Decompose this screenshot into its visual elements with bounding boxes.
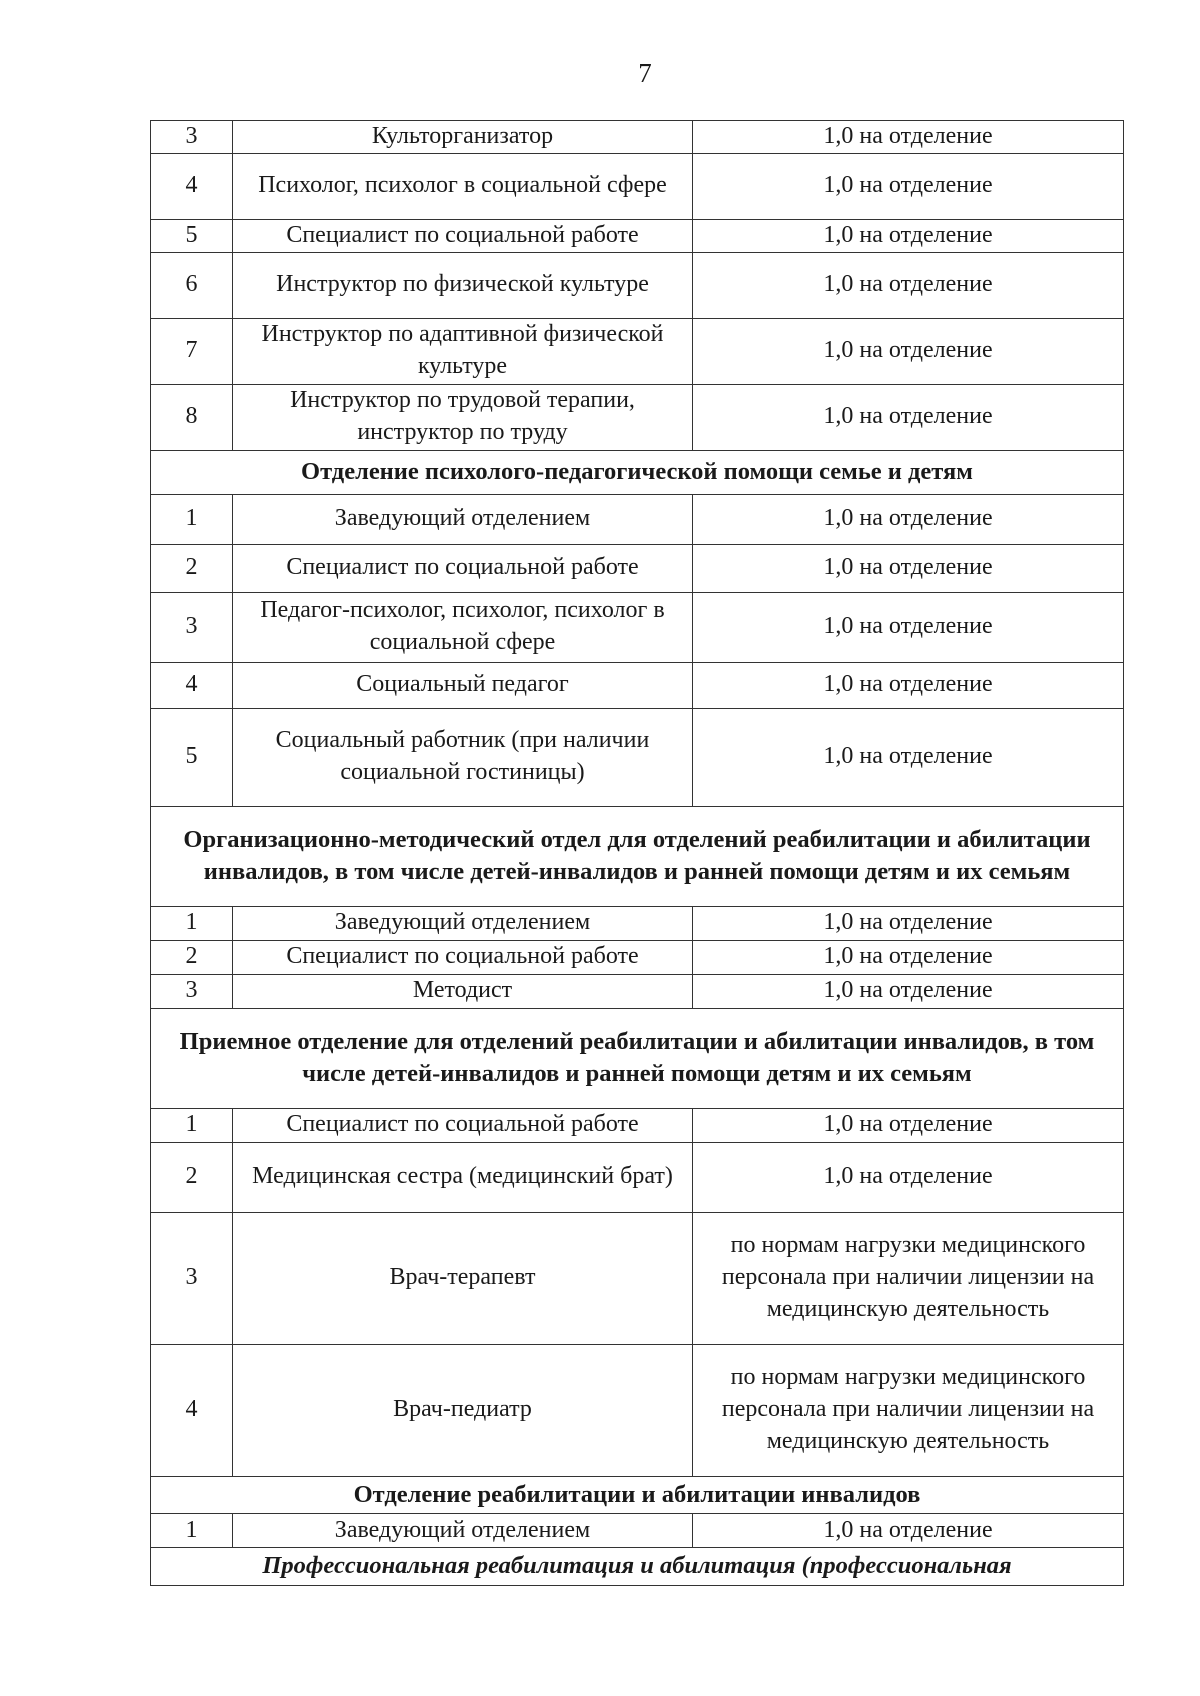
- position-cell: Заведующий отделением: [233, 906, 693, 940]
- row-number-cell: 1: [151, 1108, 233, 1142]
- table-row: [151, 153, 1124, 219]
- row-number-cell: 3: [151, 974, 233, 1008]
- norm-cell: 1,0 на отделение: [693, 662, 1124, 708]
- table-row: [151, 1514, 1124, 1548]
- row-number-cell: 1: [151, 906, 233, 940]
- position-cell: Социальный работник (при наличии социальной гостиницы): [233, 708, 693, 806]
- row-number-cell: 7: [151, 318, 233, 384]
- table-row: [151, 494, 1124, 544]
- position-cell: Культорганизатор: [233, 121, 693, 154]
- position-cell: Инструктор по физической культуре: [233, 252, 693, 318]
- position-cell: Заведующий отделением: [233, 494, 693, 544]
- norm-cell: 1,0 на отделение: [693, 1108, 1124, 1142]
- section-title: Отделение реабилитации и абилитации инвалидов: [151, 1476, 1124, 1514]
- section-header-row: [151, 450, 1124, 494]
- norm-cell: 1,0 на отделение: [693, 544, 1124, 592]
- norm-cell: 1,0 на отделение: [693, 1142, 1124, 1212]
- section-title: Приемное отделение для отделений реабилитации и абилитации инвалидов, в том числе детей-инвалидов и ранней помощи детям и их семьям: [151, 1008, 1124, 1108]
- row-number-cell: 4: [151, 1344, 233, 1476]
- position-cell: Специалист по социальной работе: [233, 544, 693, 592]
- table-row: [151, 708, 1124, 806]
- position-cell: Заведующий отделением: [233, 1514, 693, 1548]
- table-row: [151, 940, 1124, 974]
- section-title: Отделение психолого-педагогической помощи семье и детям: [151, 450, 1124, 494]
- norm-cell: 1,0 на отделение: [693, 252, 1124, 318]
- section-title: Организационно-методический отдел для отделений реабилитации и абилитации инвалидов, в том числе детей-инвалидов и ранней помощи детям и их семьям: [151, 806, 1124, 906]
- position-cell: Врач-терапевт: [233, 1212, 693, 1344]
- row-number-cell: 3: [151, 592, 233, 662]
- section-header-row: [151, 806, 1124, 906]
- norm-cell: 1,0 на отделение: [693, 708, 1124, 806]
- norm-cell: 1,0 на отделение: [693, 494, 1124, 544]
- section-header-row: [151, 1548, 1124, 1586]
- staff-norms-table: [150, 120, 1124, 1586]
- row-number-cell: 5: [151, 219, 233, 252]
- section-header-row: [151, 1476, 1124, 1514]
- section-header-row: [151, 1008, 1124, 1108]
- table-row: [151, 1212, 1124, 1344]
- section-title: Профессиональная реабилитация и абилитация (профессиональная: [151, 1548, 1124, 1586]
- position-cell: Специалист по социальной работе: [233, 940, 693, 974]
- row-number-cell: 4: [151, 153, 233, 219]
- norm-cell: по нормам нагрузки медицинского персонала при наличии лицензии на медицинскую деятельность: [693, 1212, 1124, 1344]
- table-row: [151, 318, 1124, 384]
- row-number-cell: 5: [151, 708, 233, 806]
- row-number-cell: 4: [151, 662, 233, 708]
- table-row: [151, 1344, 1124, 1476]
- position-cell: Инструктор по адаптивной физической культуре: [233, 318, 693, 384]
- row-number-cell: 1: [151, 1514, 233, 1548]
- position-cell: Педагог-психолог, психолог, психолог в социальной сфере: [233, 592, 693, 662]
- row-number-cell: 8: [151, 384, 233, 450]
- norm-cell: 1,0 на отделение: [693, 318, 1124, 384]
- row-number-cell: 1: [151, 494, 233, 544]
- position-cell: Психолог, психолог в социальной сфере: [233, 153, 693, 219]
- table-row: [151, 662, 1124, 708]
- table-row: [151, 1142, 1124, 1212]
- table-row: [151, 384, 1124, 450]
- table-row: [151, 252, 1124, 318]
- position-cell: Врач-педиатр: [233, 1344, 693, 1476]
- norm-cell: 1,0 на отделение: [693, 1514, 1124, 1548]
- row-number-cell: 6: [151, 252, 233, 318]
- position-cell: Социальный педагог: [233, 662, 693, 708]
- norm-cell: 1,0 на отделение: [693, 121, 1124, 154]
- table-body: [151, 121, 1124, 1586]
- table-row: [151, 1108, 1124, 1142]
- row-number-cell: 2: [151, 544, 233, 592]
- table-row: [151, 219, 1124, 252]
- row-number-cell: 2: [151, 1142, 233, 1212]
- norm-cell: 1,0 на отделение: [693, 974, 1124, 1008]
- row-number-cell: 3: [151, 1212, 233, 1344]
- table-row: [151, 906, 1124, 940]
- norm-cell: 1,0 на отделение: [693, 592, 1124, 662]
- norm-cell: по нормам нагрузки медицинского персонала при наличии лицензии на медицинскую деятельность: [693, 1344, 1124, 1476]
- position-cell: Медицинская сестра (медицинский брат): [233, 1142, 693, 1212]
- table-row: [151, 974, 1124, 1008]
- table-row: [151, 592, 1124, 662]
- row-number-cell: 2: [151, 940, 233, 974]
- page-number: 7: [638, 58, 652, 88]
- table-row: [151, 121, 1124, 154]
- norm-cell: 1,0 на отделение: [693, 940, 1124, 974]
- norm-cell: 1,0 на отделение: [693, 384, 1124, 450]
- norm-cell: 1,0 на отделение: [693, 219, 1124, 252]
- position-cell: Методист: [233, 974, 693, 1008]
- norm-cell: 1,0 на отделение: [693, 153, 1124, 219]
- norm-cell: 1,0 на отделение: [693, 906, 1124, 940]
- position-cell: Инструктор по трудовой терапии, инструктор по труду: [233, 384, 693, 450]
- position-cell: Специалист по социальной работе: [233, 219, 693, 252]
- table-row: [151, 544, 1124, 592]
- position-cell: Специалист по социальной работе: [233, 1108, 693, 1142]
- row-number-cell: 3: [151, 121, 233, 154]
